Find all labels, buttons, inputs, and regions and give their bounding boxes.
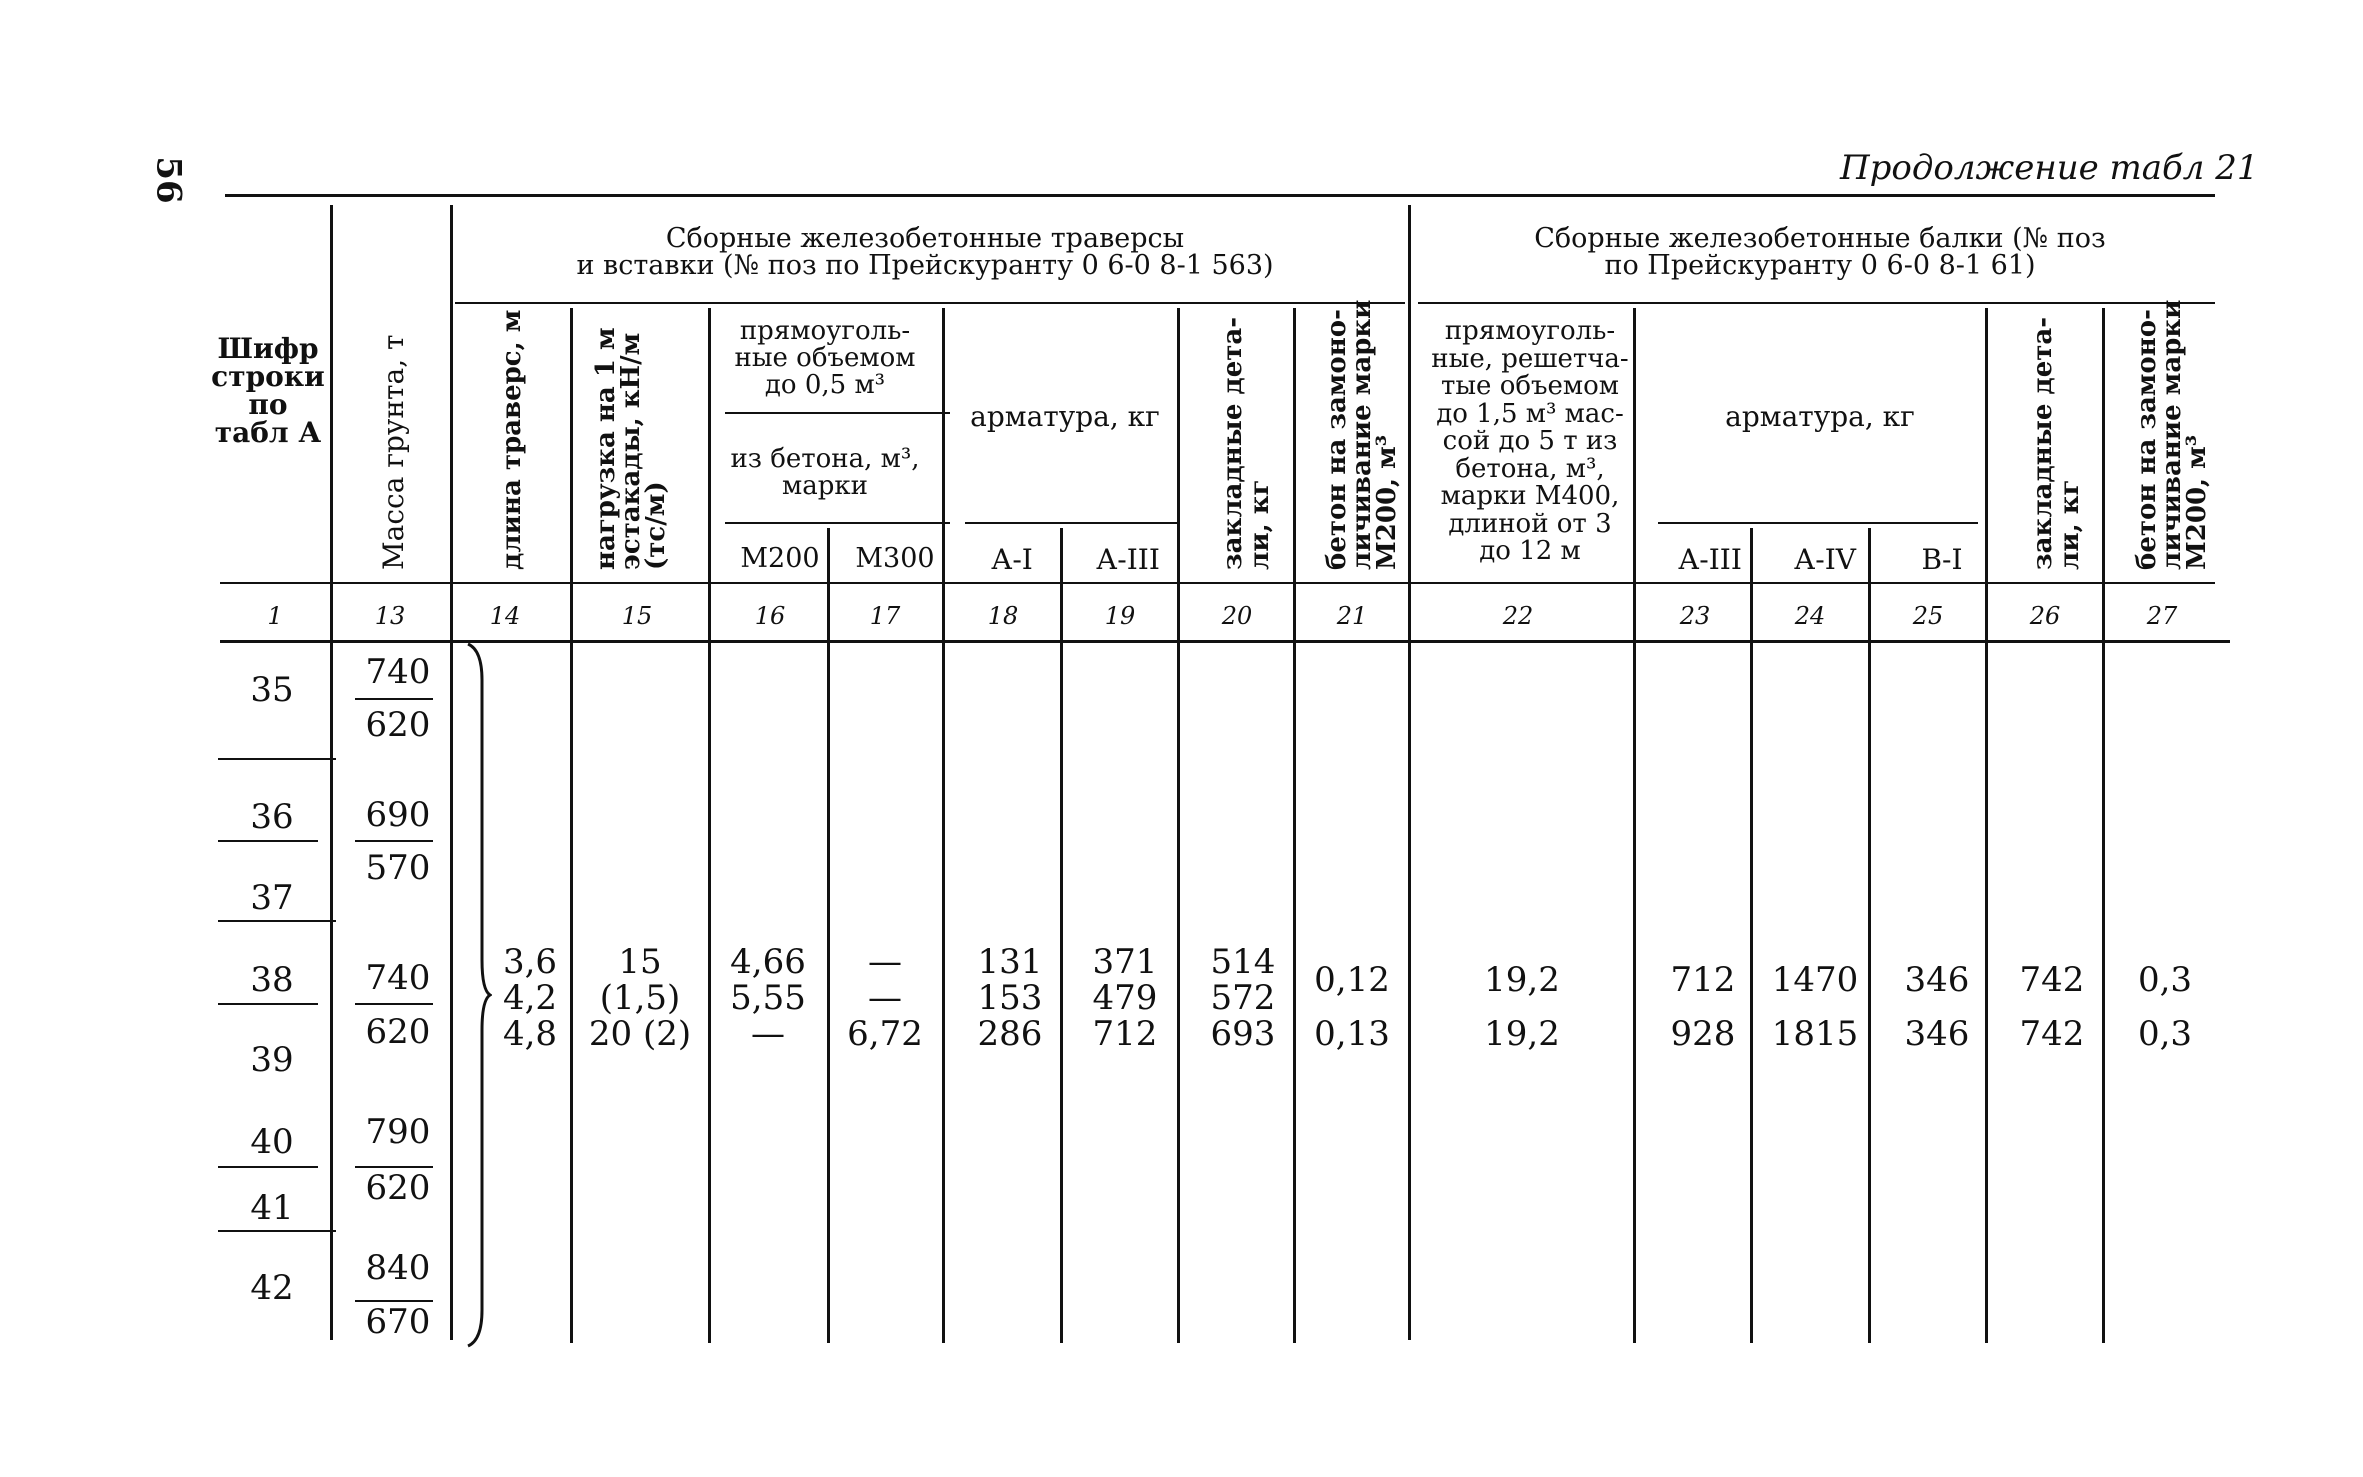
colnum-27: 27: [2146, 602, 2178, 630]
header-a3b: А-III: [1678, 543, 1742, 576]
group-sep-3: [218, 1230, 336, 1232]
a3b-2: 928: [1670, 1014, 1736, 1054]
header-zaklad-2: закладные дета- ли, кг: [2028, 316, 2085, 570]
header-armatura-2: арматура, кг: [1725, 400, 1915, 433]
header-iz-betona: из бетона, м³, марки: [730, 444, 920, 501]
group-header-beams: Сборные железобетонные балки (№ поз по Прейскуранту 0 6-0 8-1 61): [1534, 223, 2106, 281]
m200-1: 4,66: [730, 942, 806, 982]
a4-2: 1815: [1771, 1014, 1859, 1054]
pryam2-2: 19,2: [1484, 1014, 1560, 1054]
shifr-39: 39: [250, 1040, 294, 1080]
header-dlina: длина траверс, м: [497, 309, 527, 570]
header-m300: М300: [855, 543, 935, 574]
shifr-42: 42: [250, 1268, 294, 1308]
dlina-2: 4,2: [502, 978, 558, 1018]
group-underline-1: [455, 302, 1405, 304]
vline-a: [330, 205, 333, 1340]
colnum-19: 19: [1104, 602, 1136, 630]
page-number: 56: [148, 156, 189, 204]
nagruzka-1: 15: [618, 942, 662, 982]
m300-1: —: [868, 942, 902, 982]
massa-2: 620: [365, 705, 431, 745]
armatura1-underline: [965, 522, 1180, 524]
brace-icon: [462, 640, 492, 1350]
zaklad1-1: 514: [1210, 942, 1276, 982]
b1-2: 346: [1904, 1014, 1970, 1054]
colnum-16: 16: [754, 602, 786, 630]
header-massa: Масса грунта, т: [377, 334, 410, 570]
beton1-1: 0,12: [1314, 960, 1390, 1000]
nagruzka-2: (1,5): [599, 978, 681, 1018]
massa-7: 790: [365, 1112, 431, 1152]
massa-line-1: [355, 698, 433, 700]
zaklad2-2: 742: [2019, 1014, 2085, 1054]
a3-3: 712: [1092, 1014, 1158, 1054]
nagruzka-3: 20 (2): [588, 1014, 692, 1054]
a1-3: 286: [977, 1014, 1043, 1054]
colnum-15: 15: [621, 602, 653, 630]
header-armatura-1: арматура, кг: [970, 400, 1160, 433]
header-m200: М200: [740, 543, 820, 574]
a1-2: 153: [977, 978, 1043, 1018]
zaklad1-3: 693: [1210, 1014, 1276, 1054]
massa-3: 690: [365, 795, 431, 835]
massa-5: 740: [365, 958, 431, 998]
colnum-bottom-rule: [220, 640, 2230, 643]
massa-8: 620: [365, 1168, 431, 1208]
header-zaklad-1: закладные дета- ли, кг: [1218, 316, 1275, 570]
vline-b: [450, 205, 453, 1340]
colnum-17: 17: [869, 602, 901, 630]
colnum-1: 1: [267, 602, 283, 630]
shifr-38: 38: [250, 960, 294, 1000]
beton1-2: 0,13: [1314, 1014, 1390, 1054]
a1-1: 131: [977, 942, 1043, 982]
group-sep-2: [218, 920, 336, 922]
vline-g: [1060, 528, 1063, 1343]
armatura2-underline: [1658, 522, 1978, 524]
group-underline-2: [1418, 302, 2215, 304]
top-rule: [225, 194, 2215, 197]
header-pryam: прямоуголь- ные объемом до 0,5 м³: [734, 316, 916, 400]
pryam2-1: 19,2: [1484, 960, 1560, 1000]
colnum-25: 25: [1912, 602, 1944, 630]
vline-e: [827, 528, 830, 1343]
zaklad2-1: 742: [2019, 960, 2085, 1000]
vline-m: [1868, 528, 1871, 1343]
m300-2: —: [868, 978, 902, 1018]
colnum-21: 21: [1336, 602, 1368, 630]
group-header-traverses: Сборные железобетонные траверсы и вставки (№ поз по Прейскуранту 0 6-0 8-1 563): [576, 223, 1274, 281]
header-beton-2: бетон на замоно- личивание марки М200, м³: [2132, 299, 2212, 570]
vline-j: [1408, 205, 1411, 1340]
shifr-35: 35: [250, 670, 294, 710]
massa-line-2: [355, 840, 433, 842]
a3-2: 479: [1092, 978, 1158, 1018]
colnum-20: 20: [1221, 602, 1253, 630]
header-a3: А-III: [1096, 543, 1160, 576]
header-a1: А-I: [991, 543, 1033, 576]
vline-f: [942, 308, 945, 1343]
dlina-3: 4,8: [502, 1014, 558, 1054]
shifr-37: 37: [250, 878, 294, 918]
page-title: Продолжение табл 21: [1840, 148, 2259, 188]
a3-1: 371: [1092, 942, 1158, 982]
vline-h: [1177, 308, 1180, 1343]
header-beton-1: бетон на замоно- личивание марки М200, м³: [1322, 299, 1402, 570]
header-a4: А-IV: [1794, 543, 1856, 576]
pryam-underline: [725, 412, 950, 414]
vline-k: [1633, 308, 1636, 1343]
shifr-underline-40: [218, 1166, 318, 1168]
massa-1: 740: [365, 652, 431, 692]
dlina-1: 3,6: [502, 942, 558, 982]
colnum-23: 23: [1679, 602, 1711, 630]
vline-o: [2102, 308, 2105, 1343]
massa-line-3: [355, 1003, 433, 1005]
header-nagruzka: нагрузка на 1 м эстакады, кН/м (тс/м): [591, 327, 671, 570]
colnum-26: 26: [2029, 602, 2061, 630]
m300-3: 6,72: [847, 1014, 923, 1054]
colnum-22: 22: [1502, 602, 1534, 630]
group-sep-1: [218, 758, 336, 760]
vline-i: [1293, 308, 1296, 1343]
massa-10: 670: [365, 1302, 431, 1342]
massa-6: 620: [365, 1012, 431, 1052]
header-shifr: Шифр строки по табл А: [211, 332, 325, 449]
a4-1: 1470: [1771, 960, 1859, 1000]
beton2-2: 0,3: [2137, 1014, 2193, 1054]
colnum-14: 14: [489, 602, 521, 630]
colnum-13: 13: [374, 602, 406, 630]
massa-4: 570: [365, 848, 431, 888]
b1-1: 346: [1904, 960, 1970, 1000]
beton2-1: 0,3: [2137, 960, 2193, 1000]
header-bottom-rule: [220, 582, 2215, 584]
vline-c: [570, 308, 573, 1343]
shifr-40: 40: [250, 1122, 294, 1162]
shifr-41: 41: [250, 1188, 294, 1228]
shifr-underline-36: [218, 840, 318, 842]
vline-l: [1750, 528, 1753, 1343]
colnum-24: 24: [1794, 602, 1826, 630]
zaklad1-2: 572: [1210, 978, 1276, 1018]
m200-2: 5,55: [730, 978, 806, 1018]
shifr-36: 36: [250, 797, 294, 837]
vline-d: [708, 308, 711, 1343]
header-b1: В-I: [1921, 543, 1963, 576]
header-pryam-2: прямоуголь- ные, решетча- тые объемом до 1,5 м³ мас- сой до 5 т из бетона, м³, марки М400, длиной от 3 до 12 м: [1431, 316, 1629, 566]
colnum-18: 18: [987, 602, 1019, 630]
massa-9: 840: [365, 1248, 431, 1288]
shifr-underline-38: [218, 1003, 318, 1005]
betona-underline: [725, 522, 950, 524]
a3b-1: 712: [1670, 960, 1736, 1000]
m200-3: —: [751, 1014, 785, 1054]
vline-n: [1985, 308, 1988, 1343]
